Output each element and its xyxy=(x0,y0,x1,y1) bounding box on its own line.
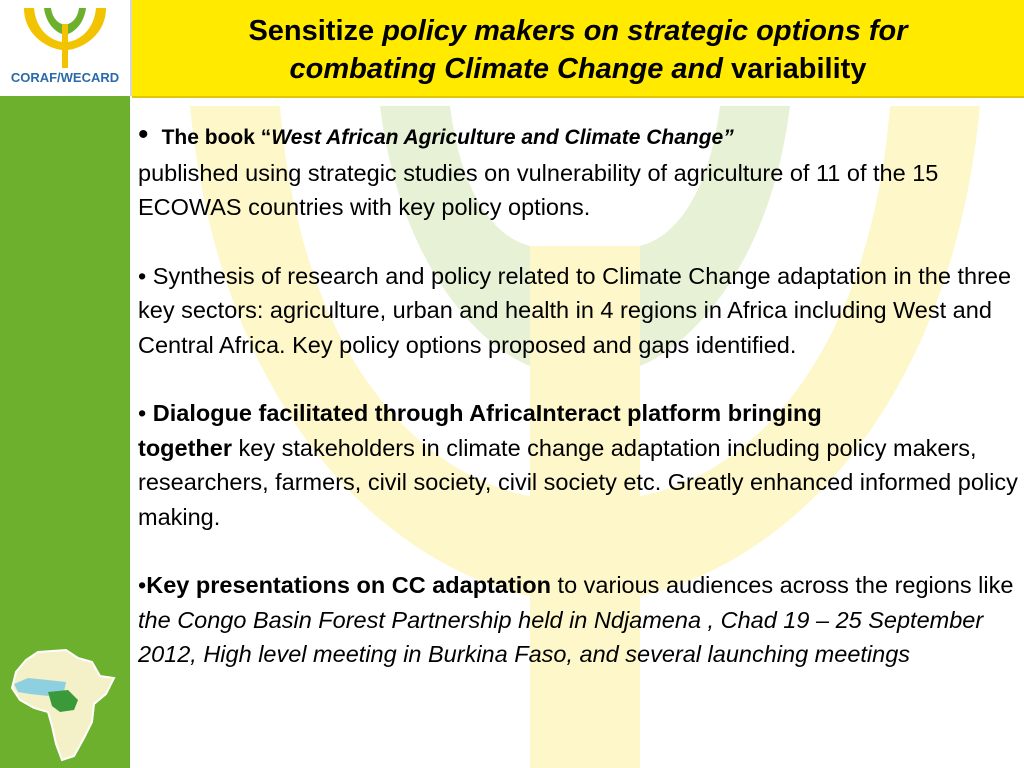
title-line1-normal: Sensitize xyxy=(248,15,383,47)
bullet-1-book-title: West African Agriculture and Climate Change” xyxy=(271,126,734,149)
bullet-1-bold: The book “ xyxy=(161,126,272,149)
title-line1-italic: policy makers on strategic options for xyxy=(382,15,908,47)
title-line2-normal: variability xyxy=(722,53,867,85)
bullet-4-bold: Key presentations on CC adaptation xyxy=(146,572,552,598)
bullet-1 xyxy=(138,118,1018,225)
bullet-3 xyxy=(138,396,1018,534)
page-title xyxy=(132,12,1024,88)
content-body xyxy=(138,118,1018,706)
bullet-3-text: key stakeholders in climate change adaptation including policy makers, researchers, farmers, civil society, civil society etc. Greatly enhanced informed policy making. xyxy=(138,434,1018,530)
bullet-1-text: published using strategic studies on vulnerability of agriculture of 11 of the 15 ECOWAS countries with key policy options. xyxy=(138,159,939,220)
bullet-1-marker: • xyxy=(138,118,149,151)
bullet-4 xyxy=(138,568,1018,672)
bullet-4-italic: the Congo Basin Forest Partnership held in Ndjamena , Chad 19 – 25 September 2012, High level meeting in Burkina Faso, and several launching meetings xyxy=(138,606,984,667)
africa-map-icon xyxy=(8,648,120,766)
logo-emblem-icon xyxy=(16,4,114,70)
bullet-4-text: to various audiences across the regions like xyxy=(551,572,1014,598)
bullet-3-bold-line1: Dialogue facilitated through AfricaInteract platform bringing xyxy=(152,400,822,426)
title-bar xyxy=(132,0,1024,98)
bullet-4-marker: • xyxy=(138,572,147,598)
bullet-3-bold-line2: together xyxy=(138,434,232,461)
bullet-2 xyxy=(138,259,1018,363)
title-line2-italic: combating Climate Change and xyxy=(289,53,723,85)
logo-text: CORAF/WECARD xyxy=(10,70,120,85)
bullet-2-text: Synthesis of research and policy related to Climate Change adaptation in the three key sectors: agriculture, urban and health in 4 regions in Africa including West and Central Africa. Key policy options proposed and gaps identified. xyxy=(138,262,1012,358)
bullet-2-marker: • xyxy=(138,262,147,289)
bullet-3-marker: • xyxy=(138,400,147,426)
logo xyxy=(0,0,132,96)
